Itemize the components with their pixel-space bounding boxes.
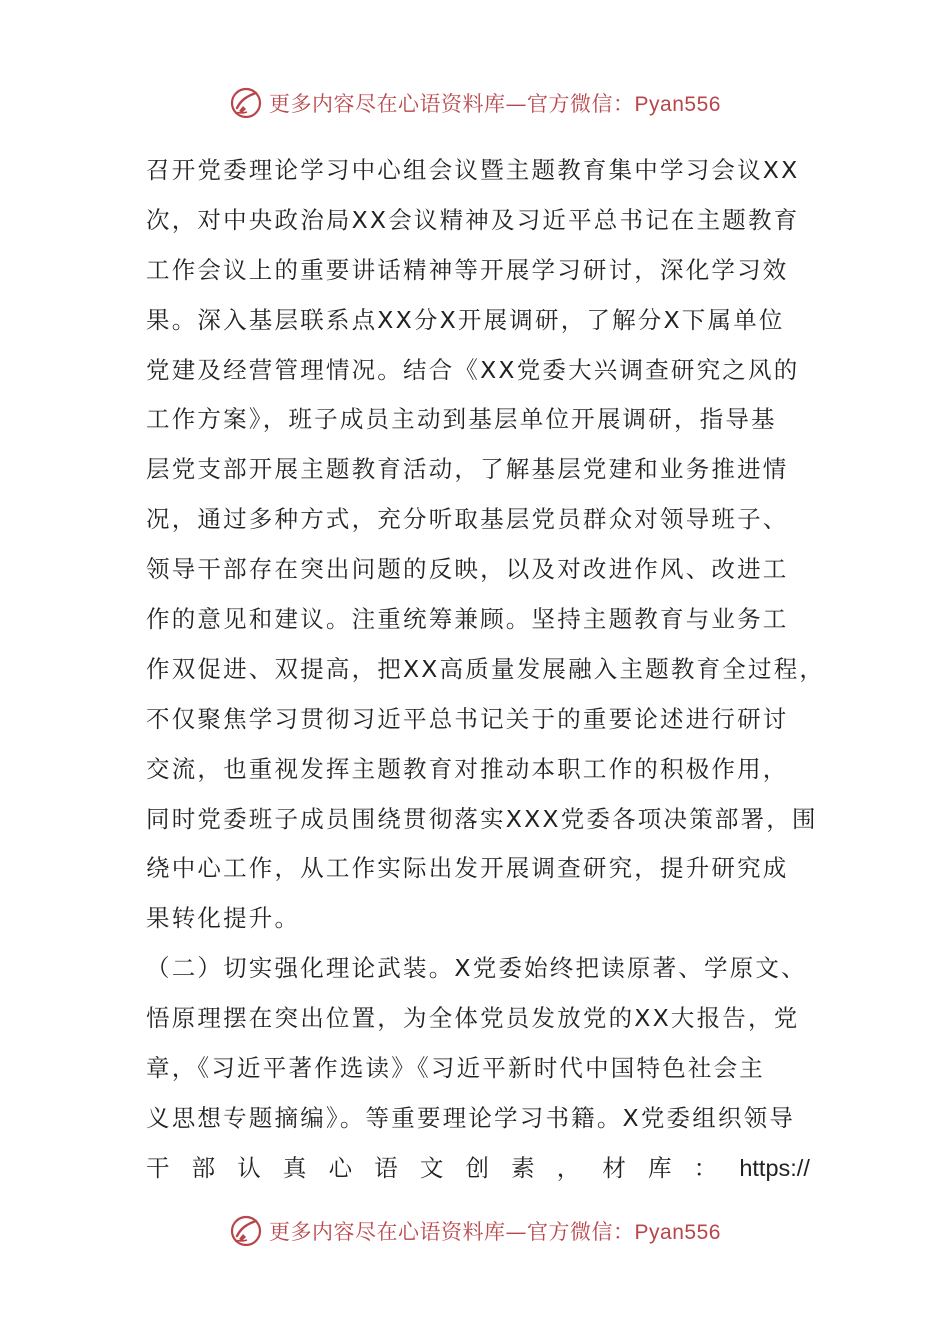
body-line: 作双促进、双提高，把XX高质量发展融入主题教育全过程， bbox=[146, 654, 826, 683]
body-line: 况，通过多种方式，充分听取基层党员群众对领导班子、 bbox=[146, 505, 789, 534]
body-line: 交流，也重视发挥主题教育对推动本职工作的积极作用， bbox=[146, 754, 789, 783]
body-line: 工作方案》，班子成员主动到基层单位开展调研，指导基 bbox=[146, 405, 777, 434]
body-line: 果转化提升。 bbox=[146, 904, 301, 933]
body-char: 心 bbox=[328, 1153, 353, 1182]
body-line: 作的意见和建议。注重统筹兼顾。坚持主题教育与业务工 bbox=[146, 605, 789, 634]
body-line: 义思想专题摘编》。等重要理论学习书籍。X党委组织领导 bbox=[146, 1103, 796, 1132]
pen-signature-icon bbox=[229, 1214, 263, 1248]
body-char: 库 bbox=[648, 1153, 672, 1182]
body-line: 领导干部存在突出问题的反映，以及对改进作风、改进工 bbox=[146, 555, 789, 584]
footer-watermark bbox=[0, 1209, 950, 1253]
body-line: 层党支部开展主题教育活动，了解基层党建和业务推进情 bbox=[146, 455, 789, 484]
body-char: 真 bbox=[282, 1153, 307, 1182]
body-char: 部 bbox=[191, 1153, 216, 1182]
body-line: 果。深入基层联系点XX分X开展调研，了解分X下属单位 bbox=[146, 305, 785, 334]
body-line: 绕中心工作，从工作实际出发开展调查研究，提升研究成 bbox=[146, 854, 789, 883]
document-body bbox=[146, 146, 826, 1194]
header-watermark-text: 更多内容尽在心语资料库—官方微信：Pyan556 bbox=[269, 92, 721, 116]
body-line: （二）切实强化理论武装。X党委始终把读原著、学原文、 bbox=[146, 954, 807, 983]
body-line: 次，对中央政治局XX会议精神及习近平总书记在主题教育 bbox=[146, 205, 800, 234]
header-watermark bbox=[0, 81, 950, 125]
body-line: 召开党委理论学习中心组会议暨主题教育集中学习会议XX bbox=[146, 156, 800, 184]
pen-signature-icon bbox=[229, 86, 263, 120]
body-char: ： bbox=[693, 1153, 718, 1182]
body-char: 认 bbox=[237, 1153, 261, 1182]
body-char: 材 bbox=[602, 1153, 626, 1182]
body-line: 同时党委班子成员围绕贯彻落实XXX党委各项决策部署，围 bbox=[146, 804, 818, 833]
footer-watermark-text: 更多内容尽在心语资料库—官方微信：Pyan556 bbox=[269, 1220, 721, 1244]
body-line: 党建及经营管理情况。结合《XX党委大兴调查研究之风的 bbox=[146, 355, 800, 384]
body-url-fragment: https:// bbox=[739, 1154, 810, 1181]
body-char: 语 bbox=[374, 1153, 398, 1182]
body-line: 不仅聚焦学习贯彻习近平总书记关于的重要论述进行研讨 bbox=[146, 704, 789, 733]
body-char: 干 bbox=[146, 1153, 170, 1182]
body-line: 悟原理摆在突出位置，为全体党员发放党的XX大报告，党 bbox=[146, 1004, 800, 1033]
body-char: 文 bbox=[419, 1153, 444, 1182]
body-line: 工作会议上的重要讲话精神等开展学习研讨，深化学习效 bbox=[146, 255, 789, 284]
body-line: 章，《习近平著作选读》《习近平新时代中国特色社会主 bbox=[146, 1054, 765, 1083]
body-char: 素 bbox=[511, 1153, 535, 1182]
body-char: 创 bbox=[465, 1153, 489, 1182]
body-line-justified bbox=[146, 1144, 810, 1194]
body-char: ， bbox=[556, 1153, 581, 1182]
